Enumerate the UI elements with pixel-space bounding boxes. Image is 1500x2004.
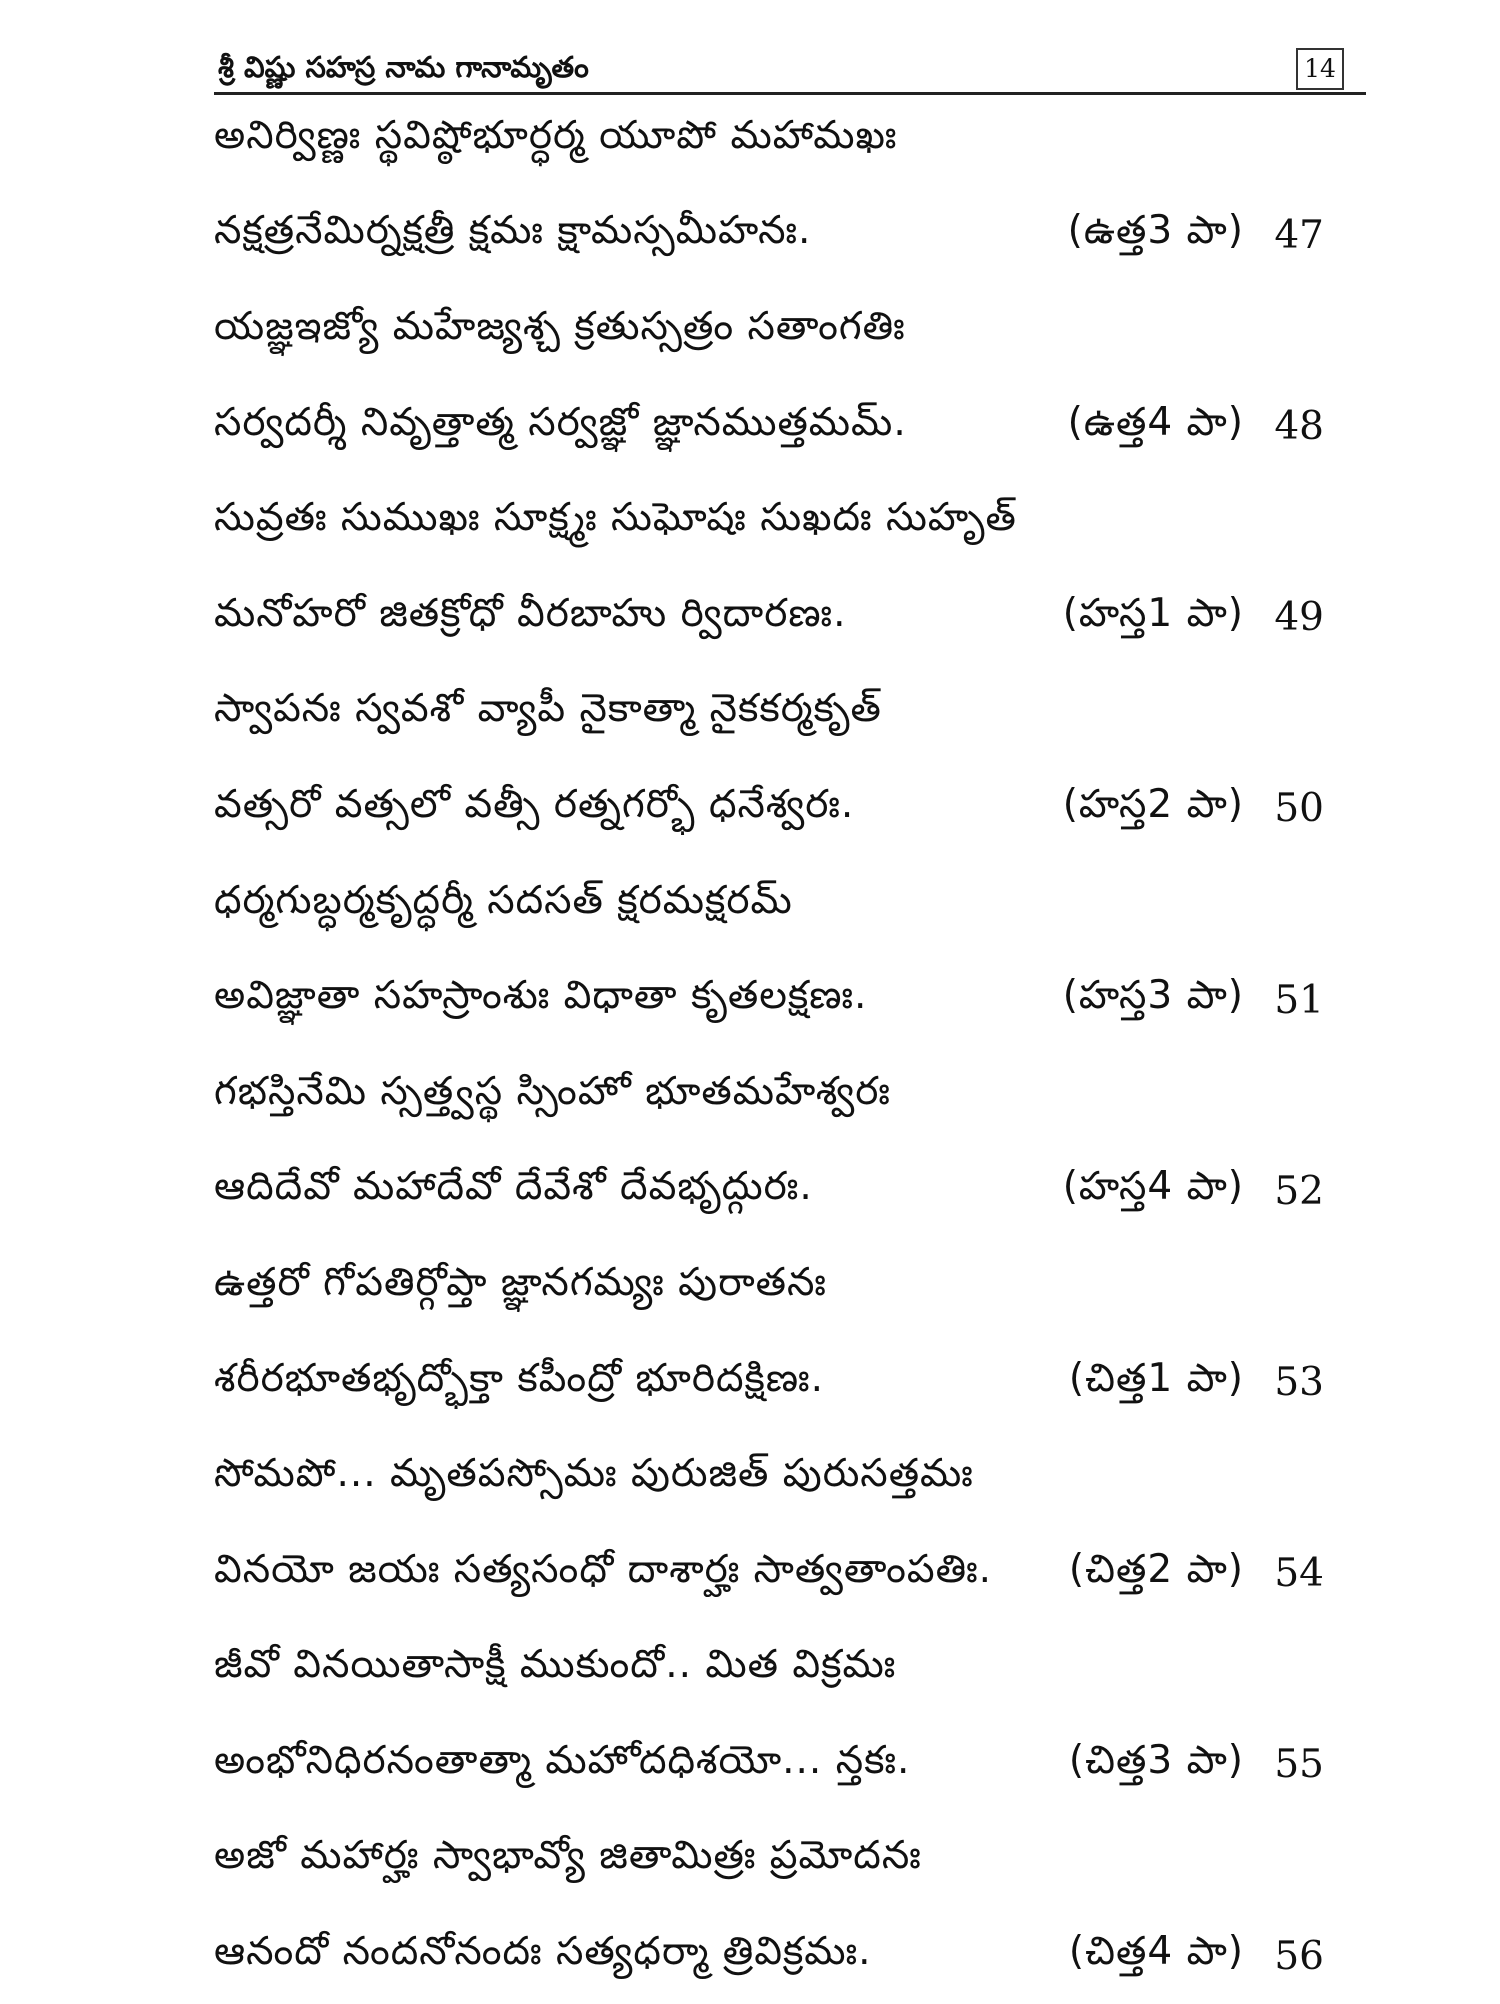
verse-text: ధర్మగుబ్ధర్మకృద్ధర్మీ సదసత్ క్షరమక్షరమ్ [214, 877, 793, 923]
verse-line-first [214, 92, 1324, 188]
nakshatra-pada-label: (హస్త3 పా) [1062, 973, 1244, 1019]
verse-line-second [214, 952, 1324, 1048]
nakshatra-pada-label: (హస్త1 పా) [1062, 590, 1244, 636]
verse-number: 50 [1274, 786, 1324, 832]
verse-line-second [214, 1335, 1324, 1431]
verse-text: అజో మహార్హః స్వాభావ్యో జితామిత్రః ప్రమోదనః [214, 1833, 922, 1879]
verse-text: వినయో జయః సత్యసంధో దాశార్హః సాత్వతాంపతిః. [214, 1546, 993, 1592]
verse-text: జీవో వినయితాసాక్షీ ముకుందో.. మిత విక్రమః [214, 1642, 897, 1688]
verse-line-first [214, 857, 1324, 953]
verse-number: 55 [1274, 1742, 1324, 1788]
verse-reference [1069, 1335, 1324, 1431]
verse-number: 53 [1274, 1360, 1324, 1406]
verse-number: 54 [1274, 1551, 1324, 1597]
nakshatra-pada-label: (హస్త4 పా) [1062, 1164, 1244, 1210]
verse-reference [1068, 188, 1324, 284]
verse-text: ఆదిదేవో మహాదేవో దేవేశో దేవభృద్గురః. [214, 1164, 813, 1210]
verse-text: అనిర్విణ్ణః స్థవిష్ఠోభూర్ధర్మ యూపో మహామఖః [214, 112, 898, 158]
verse-text: గభస్తినేమి స్సత్త్వస్థ స్సింహో భూతమహేశ్వరః [214, 1068, 891, 1114]
verse-number: 56 [1274, 1933, 1324, 1979]
verse-text: అవిజ్ఞాతా సహస్రాంశుః విధాతా కృతలక్షణః. [214, 973, 868, 1019]
verse-list [214, 92, 1324, 2004]
verse-text: స్వాపనః స్వవశో వ్యాపీ నైకాత్మా నైకకర్మకృత్ [214, 686, 882, 732]
verse-line-first [214, 1048, 1324, 1144]
verse-reference [1063, 1144, 1324, 1240]
verse-line-first [214, 1239, 1324, 1335]
verse-number: 49 [1274, 595, 1324, 641]
nakshatra-pada-label: (ఉత్త4 పా) [1067, 399, 1244, 445]
verse-text: ఆనందో నందనోనందః సత్యధర్మా త్రివిక్రమః. [214, 1929, 872, 1975]
verse-text: వత్సరో వత్సలో వత్సీ రత్నగర్భో ధనేశ్వరః. [214, 781, 855, 827]
nakshatra-pada-label: (చిత్త1 పా) [1068, 1355, 1244, 1401]
verse-line-first [214, 474, 1324, 570]
nakshatra-pada-label: (ఉత్త3 పా) [1067, 208, 1244, 254]
verse-line-first [214, 1622, 1324, 1718]
verse-text: మనోహరో జితక్రోధో వీరబాహు ర్విదారణః. [214, 590, 847, 636]
verse-text: అంభోనిధిరనంతాత్మా మహోదధిశయో... న్తకః. [214, 1737, 911, 1783]
nakshatra-pada-label: (చిత్త4 పా) [1068, 1929, 1244, 1975]
verse-line-first [214, 1430, 1324, 1526]
verse-reference [1063, 761, 1324, 857]
nakshatra-pada-label: (చిత్త3 పా) [1068, 1737, 1244, 1783]
verse-number: 51 [1274, 977, 1324, 1023]
verse-text: సర్వదర్శీ నివృత్తాత్మ సర్వజ్ఞో జ్ఞానముత్తమమ్. [214, 399, 907, 445]
verse-number: 52 [1274, 1168, 1324, 1214]
verse-text: సువ్రతః సుముఖః సూక్ష్మః సుఘోషః సుఖదః సుహృత్ [214, 495, 1017, 541]
verse-text: శరీరభూతభృద్భోక్తా కపీంద్రో భూరిదక్షిణః. [214, 1355, 824, 1401]
verse-line-second [214, 1144, 1324, 1240]
verse-line-second [214, 1526, 1324, 1622]
verse-line-second [214, 570, 1324, 666]
page-header [214, 40, 1366, 95]
verse-reference [1069, 1908, 1324, 2004]
verse-reference [1068, 379, 1324, 475]
book-title: శ్రీ విష్ణు సహస్ర నామ గానామృతం [218, 50, 589, 84]
verse-line-first [214, 1813, 1324, 1909]
verse-text: సోమపో... మృతపస్సోమః పురుజిత్ పురుసత్తమః [214, 1451, 974, 1497]
verse-reference [1069, 1526, 1324, 1622]
verse-text: యజ్ఞఇజ్యో మహేజ్యశ్చ క్రతుస్సత్రం సతాంగతిః [214, 303, 906, 349]
nakshatra-pada-label: (హస్త2 పా) [1062, 781, 1244, 827]
verse-line-first [214, 666, 1324, 762]
verse-line-second [214, 188, 1324, 284]
verse-number: 47 [1274, 212, 1324, 258]
verse-number: 48 [1274, 404, 1324, 450]
verse-text: ఉత్తరో గోపతిర్గోప్తా జ్ఞానగమ్యః పురాతనః [214, 1259, 827, 1305]
verse-reference [1069, 1717, 1324, 1813]
verse-reference [1063, 952, 1324, 1048]
verse-line-first [214, 283, 1324, 379]
verse-reference [1063, 570, 1324, 666]
verse-line-second [214, 379, 1324, 475]
page-number-box: 14 [1296, 48, 1344, 90]
verse-line-second [214, 761, 1324, 857]
verse-line-second [214, 1908, 1324, 2004]
verse-text: నక్షత్రనేమిర్నక్షత్రీ క్షమః క్షామస్సమీహనః. [214, 208, 812, 254]
nakshatra-pada-label: (చిత్త2 పా) [1068, 1546, 1244, 1592]
verse-line-second [214, 1717, 1324, 1813]
